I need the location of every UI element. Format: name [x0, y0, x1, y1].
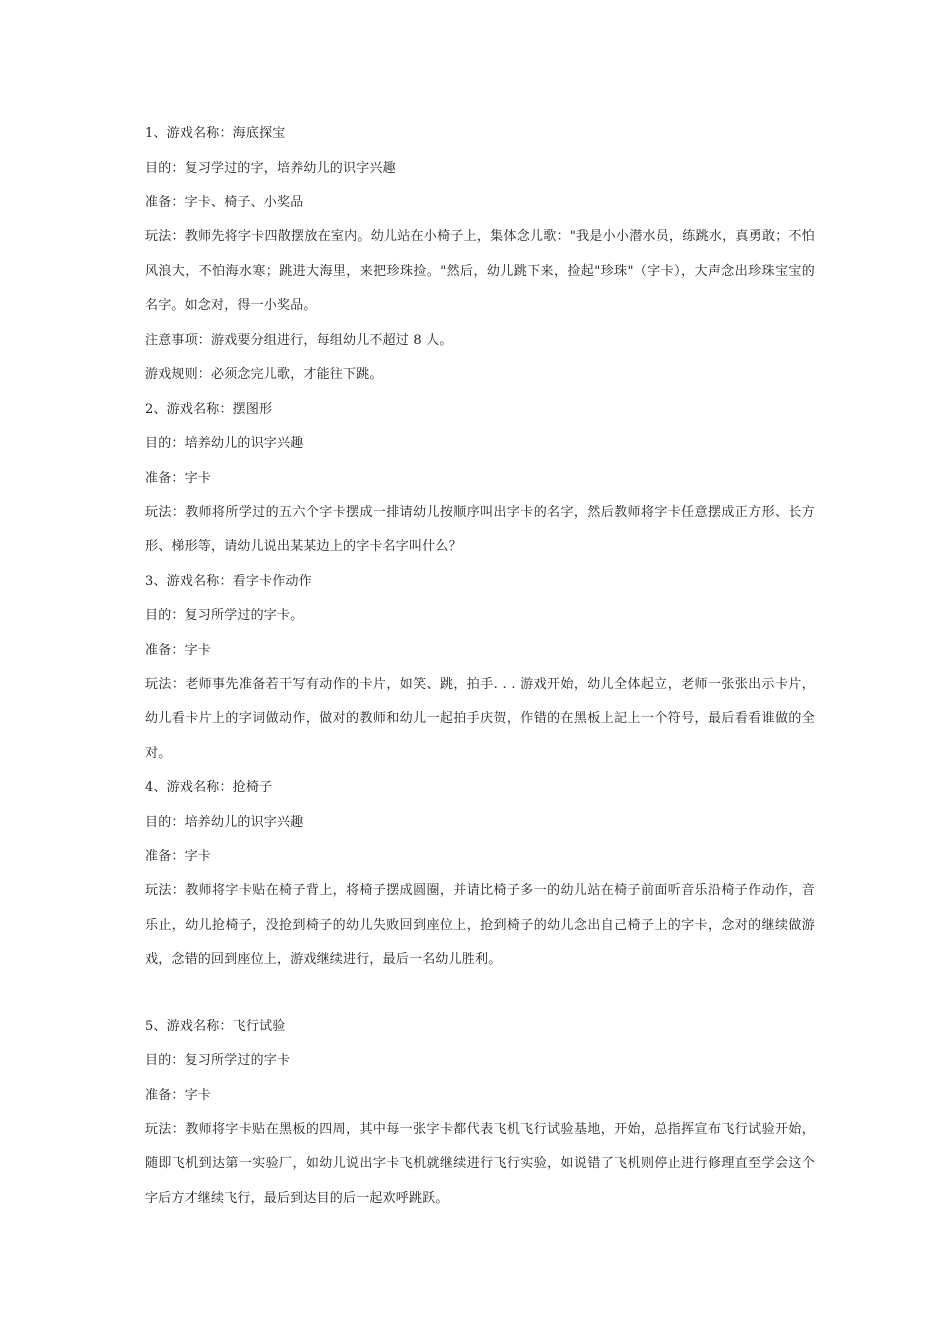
game-5-purpose: 目的：复习所学过的字卡 [145, 1053, 291, 1068]
game-2-title: 2、游戏名称：摆图形 [145, 401, 273, 417]
game-2-purpose: 目的：培养幼儿的识字兴趣 [145, 436, 304, 451]
game-1-notes: 注意事项：游戏要分组进行，每组幼儿不超过 8 人。 [145, 332, 453, 348]
game-2-prep: 准备：字卡 [145, 470, 212, 486]
game-1-title: 1、游戏名称：海底探宝 [145, 126, 286, 141]
game-5-prep: 准备：字卡 [145, 1087, 212, 1103]
game-4-title: 4、游戏名称：抢椅子 [145, 780, 273, 795]
game-3-title: 3、游戏名称：看字卡作动作 [145, 573, 312, 589]
game-1-purpose: 目的：复习学过的字，培养幼儿的识字兴趣 [145, 160, 396, 176]
game-1-prep: 准备：字卡、椅子、小奖品 [145, 195, 304, 210]
game-2-play: 玩法：教师将所学过的五六个字卡摆成一排请幼儿按顺序叫出字卡的名字，然后教师将字卡任意摆成正方形、长方形、梯形等，请幼儿说出某某边上的字卡名字叫什么？ [145, 504, 815, 554]
game-4-purpose: 目的：培养幼儿的识字兴趣 [145, 814, 304, 830]
game-1-play: 玩法：教师先将字卡四散摆放在室内。幼儿站在小椅子上，集体念儿歌："我是小小潜水员，练跳水，真勇敢；不怕风浪大，不怕海水寒；跳进大海里，来把珍珠捡。"然后，幼儿跳下来，捡起"珍珠"（字卡），大声念出珍珠宝宝的名字。如念对，得一小奖品。 [145, 229, 815, 313]
game-4-play: 玩法：教师将字卡贴在椅子背上，将椅子摆成圆圈，并请比椅子多一的幼儿站在椅子前面听音乐沿椅子作动作，音乐止，幼儿抢椅子，没抢到椅子的幼儿失败回到座位上，抢到椅子的幼儿念出自己椅子上的字卡，念对的继续做游戏，念错的回到座位上，游戏继续进行，最后一名幼儿胜利。 [145, 883, 815, 967]
game-5-play: 玩法：教师将字卡贴在黑板的四周，其中每一张字卡都代表飞机飞行试验基地，开始，总指挥宣布飞行试验开始，随即飞机到达第一实验厂，如幼儿说出字卡飞机就继续进行飞行实验，如说错了飞机则停止进行修理直至学会这个字后方才继续飞行，最后到达目的后一起欢呼跳跃。 [145, 1121, 815, 1206]
game-1-rules: 游戏规则：必须念完儿歌，才能往下跳。 [145, 367, 383, 382]
game-3-prep: 准备：字卡 [145, 642, 212, 658]
game-5-title: 5、游戏名称：飞行试验 [145, 1018, 286, 1034]
game-4-prep: 准备：字卡 [145, 849, 212, 864]
game-3-purpose: 目的：复习所学过的字卡。 [145, 608, 304, 623]
game-3-play: 玩法：老师事先准备若干写有动作的卡片，如笑、跳，拍手. . . 游戏开始，幼儿全体起立，老师一张张出示卡片，幼儿看卡片上的字词做动作，做对的教师和幼儿一起拍手庆贺，作错的在黑板上記上一个符号，最后看看谁做的全对。 [145, 676, 815, 761]
document-content [145, 125, 815, 1224]
section-spacer [145, 986, 815, 1018]
